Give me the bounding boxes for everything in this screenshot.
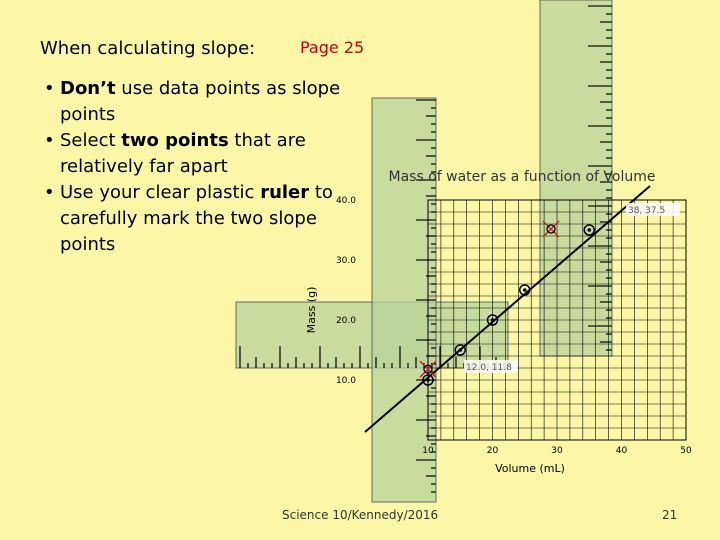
data-point <box>523 288 527 292</box>
footer-credit: Science 10/Kennedy/2016 <box>282 508 439 522</box>
x-tick-label: 50 <box>680 446 692 456</box>
y-tick-label: 30.0 <box>335 256 356 266</box>
y-axis-label: Mass (g) <box>305 286 318 334</box>
x-tick-label: 10 <box>422 446 434 456</box>
y-tick-label: 20.0 <box>335 316 356 326</box>
bullet-text: that are relatively far apart <box>60 130 306 177</box>
data-point <box>458 348 462 352</box>
x-tick-label: 30 <box>551 446 563 456</box>
x-tick-label: 40 <box>615 446 628 456</box>
page-number: 21 <box>662 508 678 522</box>
bullet-text-bold: Don’t <box>60 78 116 99</box>
data-point <box>587 228 591 232</box>
data-point <box>426 378 430 382</box>
y-tick-label: 40.0 <box>335 196 356 206</box>
chart-title: Mass of water as a function of Volume <box>388 169 656 185</box>
slope-point-label: 38, 37.5 <box>628 206 666 216</box>
slope-point-label: 12.0, 11.8 <box>466 363 512 373</box>
slide-title: When calculating slope: <box>40 38 256 59</box>
bullet-text-bold: ruler <box>260 182 310 203</box>
x-axis-label: Volume (mL) <box>495 462 565 475</box>
bullet-text: Select <box>60 130 122 151</box>
bullet-text-bold: two points <box>121 130 229 151</box>
y-tick-label: 10.0 <box>335 376 356 386</box>
page-reference: Page 25 <box>300 38 365 57</box>
data-point <box>491 318 495 322</box>
x-tick-label: 20 <box>486 446 499 456</box>
rulers-layer <box>236 0 612 502</box>
bullet-text: use data points as slope points <box>60 78 341 125</box>
bullet-text: to carefully mark the two slope points <box>60 182 333 255</box>
bullet-text: Use your clear plastic <box>60 182 261 203</box>
